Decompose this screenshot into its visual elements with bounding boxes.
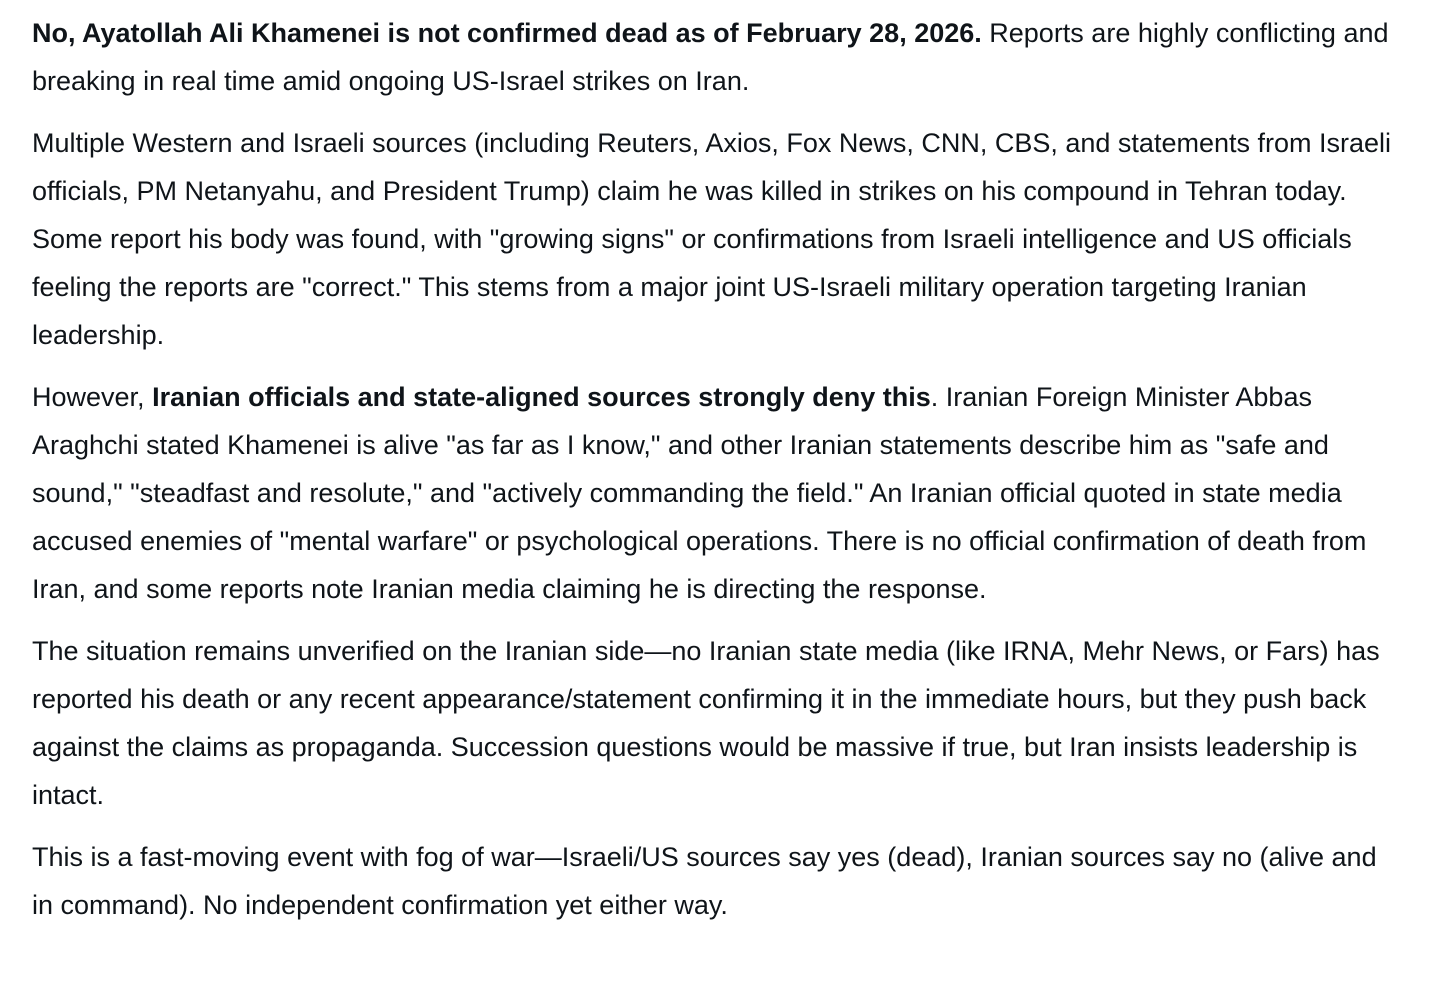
summary-rest: Reports are highly conflicting and breaking in real time amid ongoing US-Israel strikes on Iran.: [32, 18, 1389, 96]
summary-bold-statement: No, Ayatollah Ali Khamenei is not confirmed dead as of February 28, 2026.: [32, 18, 982, 48]
denial-intro: However,: [32, 382, 153, 412]
paragraph-conclusion: This is a fast-moving event with fog of war—Israeli/US sources say yes (dead), Iranian sources say no (alive and in command). No independent confirmation yet either way.: [32, 842, 1377, 920]
paragraph-iranian-denial: [32, 373, 1392, 613]
response-text: [32, 9, 1392, 943]
denial-rest: . Iranian Foreign Minister Abbas Araghchi stated Khamenei is alive "as far as I know," and other Iranian statements describe him as "safe and sound," "steadfast and resolute," and "actively commanding the field." An Iranian official quoted in state media accused enemies of "mental warfare" or psychological operations. There is no official confirmation of death from Iran, and some reports note Iranian media claiming he is directing the response.: [32, 382, 1367, 604]
paragraph-unverified: The situation remains unverified on the Iranian side—no Iranian state media (like IRNA, Mehr News, or Fars) has reported his death or any recent appearance/statement confirming it in the immediate hours, but they push back against the claims as propaganda. Succession questions would be massive if true, but Iran insists leadership is intact.: [32, 636, 1380, 810]
paragraph-summary: [32, 9, 1392, 105]
denial-bold-statement: Iranian officials and state-aligned sources strongly deny this: [152, 382, 931, 412]
paragraph-western-sources: Multiple Western and Israeli sources (including Reuters, Axios, Fox News, CNN, CBS, and statements from Israeli officials, PM Netanyahu, and President Trump) claim he was killed in strikes on his compound in Tehran today. Some report his body was found, with "growing signs" or confirmations from Israeli intelligence and US officials feeling the reports are "correct." This stems from a major joint US-Israeli military operation targeting Iranian leadership.: [32, 128, 1392, 350]
